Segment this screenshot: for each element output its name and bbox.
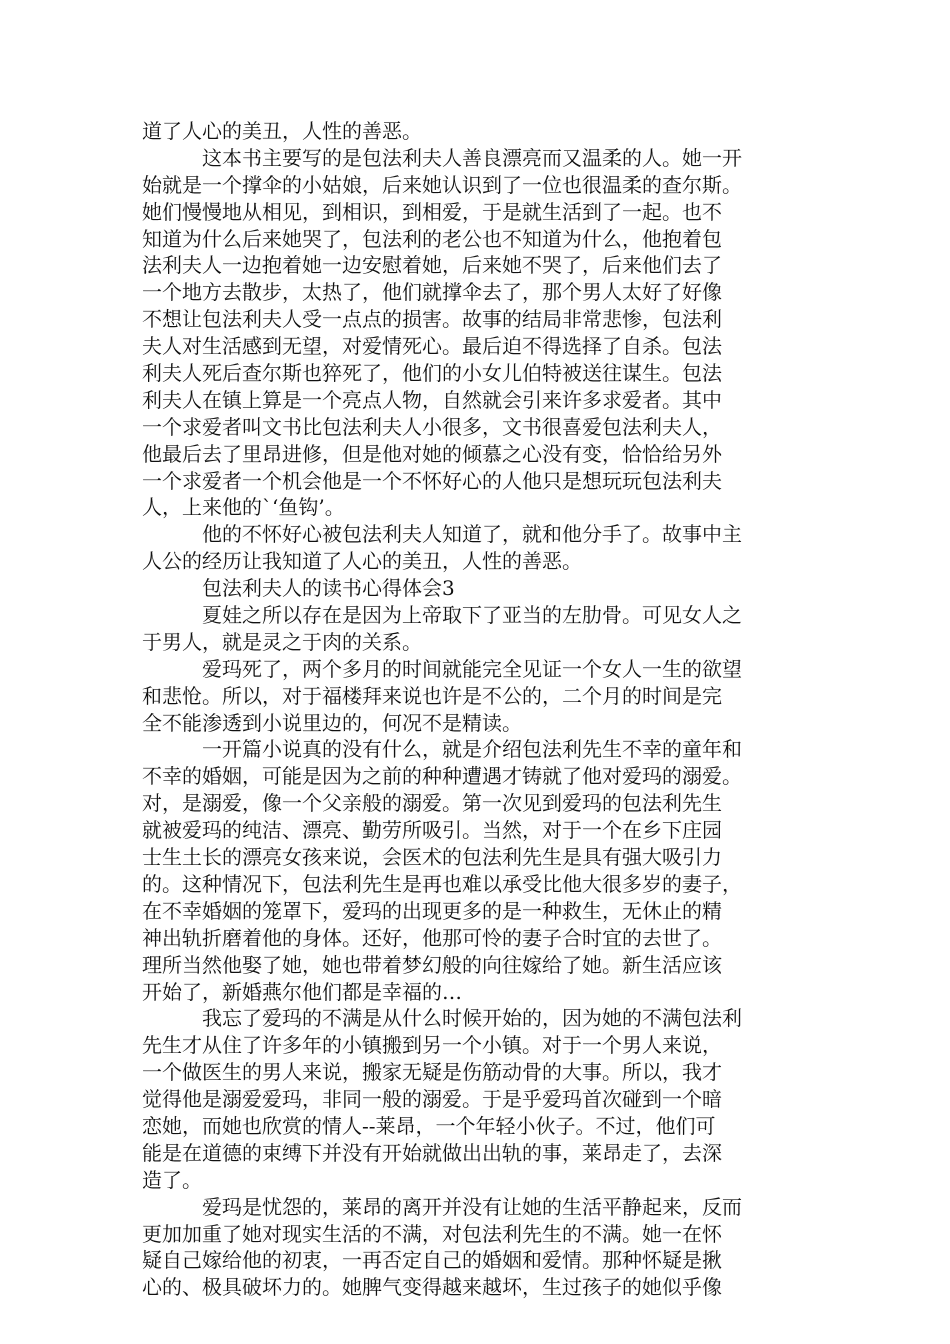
text-line: 他最后去了里昂进修，但是他对她的倾慕之心没有变，恰恰给另外 — [142, 441, 722, 466]
text-line: 神出轨折磨着他的身体。还好，他那可怜的妻子合时宜的去世了。 — [142, 925, 722, 950]
text-line: 心的、极具破坏力的。她脾气变得越来越坏，生过孩子的她似乎像 — [142, 1275, 722, 1300]
text-line: 不幸的婚姻，可能是因为之前的种种遭遇才铸就了他对爱玛的溺爱。 — [142, 764, 742, 789]
text-line: 她们慢慢地从相见，到相识，到相爱，于是就生活到了一起。也不 — [142, 199, 722, 224]
text-line: 包法利夫人的读书心得体会3 — [202, 576, 455, 601]
text-line: 一开篇小说真的没有什么，就是介绍包法利先生不幸的童年和 — [202, 737, 742, 762]
document-body — [142, 118, 822, 1301]
text-line: 能是在道德的束缚下并没有开始就做出出轨的事，莱昂走了，去深 — [142, 1140, 722, 1165]
text-line: 恋她，而她也欣赏的情人--莱昂，一个年轻小伙子。不过，他们可 — [142, 1113, 716, 1138]
text-line: 和悲怆。所以，对于福楼拜来说也许是不公的，二个月的时间是完 — [142, 683, 722, 708]
text-line: 利夫人在镇上算是一个亮点人物，自然就会引来许多求爱者。其中 — [142, 387, 722, 412]
text-line: 一个求爱者一个机会他是一个不怀好心的人他只是想玩玩包法利夫 — [142, 468, 722, 493]
text-line: 我忘了爱玛的不满是从什么时候开始的，因为她的不满包法利 — [202, 1006, 742, 1031]
text-line: 爱玛死了，两个多月的时间就能完全见证一个女人一生的欲望 — [202, 656, 742, 681]
text-line: 于男人，就是灵之于肉的关系。 — [142, 629, 422, 654]
text-line: 人，上来他的`‘鱼钩’。 — [142, 495, 345, 520]
text-line: 这本书主要写的是包法利夫人善良漂亮而又温柔的人。她一开 — [202, 145, 742, 170]
text-line: 造了。 — [142, 1167, 202, 1192]
text-line: 的。这种情况下，包法利先生是再也难以承受比他大很多岁的妻子， — [142, 871, 742, 896]
text-line: 一个地方去散步，太热了，他们就撑伞去了，那个男人太好了好像 — [142, 280, 722, 305]
text-line: 夏娃之所以存在是因为上帝取下了亚当的左肋骨。可见女人之 — [202, 603, 742, 628]
text-line: 他的不怀好心被包法利夫人知道了，就和他分手了。故事中主 — [202, 522, 742, 547]
text-line: 士生土长的漂亮女孩来说，会医术的包法利先生是具有强大吸引力 — [142, 845, 722, 870]
text-line: 利夫人死后查尔斯也猝死了，他们的小女儿伯特被送往谋生。包法 — [142, 361, 722, 386]
text-line: 知道为什么后来她哭了，包法利的老公也不知道为什么，他抱着包 — [142, 226, 722, 251]
text-line: 不想让包法利夫人受一点点的损害。故事的结局非常悲惨，包法利 — [142, 307, 722, 332]
text-line: 更加加重了她对现实生活的不满，对包法利先生的不满。她一在怀 — [142, 1221, 722, 1246]
text-line: 觉得他是溺爱爱玛，非同一般的溺爱。于是乎爱玛首次碰到一个暗 — [142, 1087, 722, 1112]
text-line: 法利夫人一边抱着她一边安慰着她，后来她不哭了，后来他们去了 — [142, 253, 722, 278]
text-line: 始就是一个撑伞的小姑娘，后来她认识到了一位也很温柔的查尔斯。 — [142, 172, 742, 197]
text-line: 在不幸婚姻的笼罩下，爱玛的出现更多的是一种救生，无休止的精 — [142, 898, 722, 923]
text-line: 理所当然他娶了她，她也带着梦幻般的向往嫁给了她。新生活应该 — [142, 952, 722, 977]
text-line: 先生才从住了许多年的小镇搬到另一个小镇。对于一个男人来说， — [142, 1033, 722, 1058]
text-line: 对，是溺爱，像一个父亲般的溺爱。第一次见到爱玛的包法利先生 — [142, 791, 722, 816]
text-line: 开始了，新婚燕尔他们都是幸福的… — [142, 979, 462, 1004]
text-line: 人公的经历让我知道了人心的美丑，人性的善恶。 — [142, 549, 582, 574]
text-line: 爱玛是忧怨的，莱昂的离开并没有让她的生活平静起来，反而 — [202, 1194, 742, 1219]
text-line: 一个做医生的男人来说，搬家无疑是伤筋动骨的大事。所以，我才 — [142, 1060, 722, 1085]
text-line: 夫人对生活感到无望，对爱情死心。最后迫不得选择了自杀。包法 — [142, 334, 722, 359]
text-line: 就被爱玛的纯洁、漂亮、勤劳所吸引。当然，对于一个在乡下庄园 — [142, 818, 722, 843]
text-line: 全不能渗透到小说里边的，何况不是精读。 — [142, 710, 522, 735]
text-line: 道了人心的美丑，人性的善恶。 — [142, 119, 422, 143]
text-line: 一个求爱者叫文书比包法利夫人小很多，文书很喜爱包法利夫人， — [142, 414, 722, 439]
text-line: 疑自己嫁给他的初衷，一再否定自己的婚姻和爱情。那种怀疑是揪 — [142, 1248, 722, 1273]
